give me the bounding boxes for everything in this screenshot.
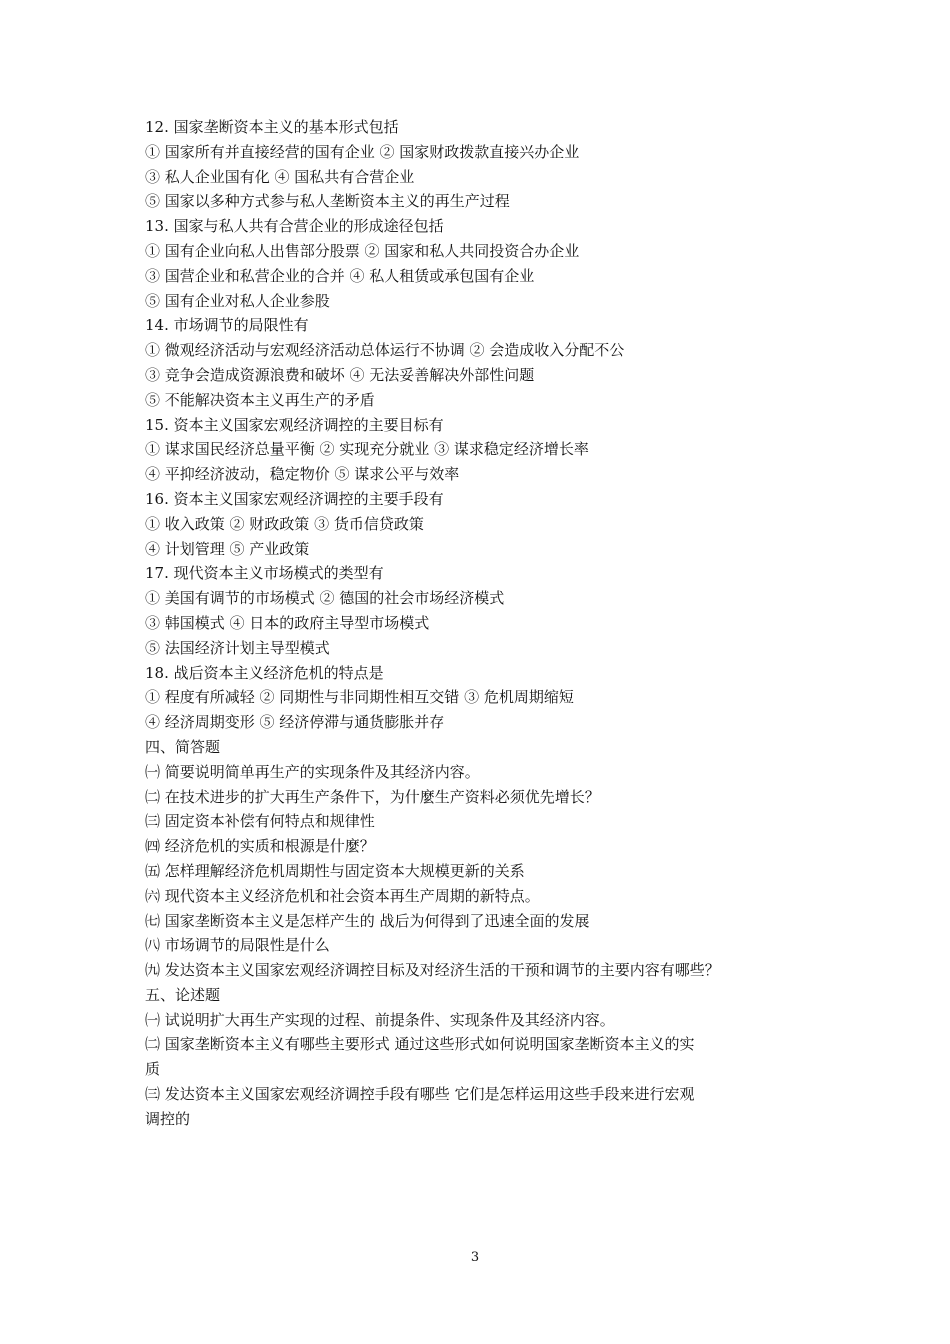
text-line: ⑤ 不能解决资本主义再生产的矛盾 — [145, 390, 375, 409]
text-line: ㈨ 发达资本主义国家宏观经济调控目标及对经济生活的干预和调节的主要内容有哪些？ — [145, 961, 720, 980]
text-line: 15. 资本主义国家宏观经济调控的主要目标有 — [145, 415, 444, 434]
text-line: ① 微观经济活动与宏观经济活动总体运行不协调 ② 会造成收入分配不公 — [145, 341, 625, 360]
text-line: ㈠ 简要说明简单再生产的实现条件及其经济内容。 — [145, 762, 480, 781]
text-line: ① 程度有所减轻 ② 同期性与非同期性相互交错 ③ 危机周期缩短 — [145, 688, 574, 707]
text-line: ㈡ 国家垄断资本主义有哪些主要形式 通过这些形式如何说明国家垄断资本主义的实 — [145, 1035, 695, 1054]
text-line: 12. 国家垄断资本主义的基本形式包括 — [145, 118, 399, 136]
text-line: ㈦ 国家垄断资本主义是怎样产生的 战后为何得到了迅速全面的发展 — [145, 911, 590, 930]
text-line: ③ 国营企业和私营企业的合并 ④ 私人租赁或承包国有企业 — [145, 266, 535, 285]
text-line: 14. 市场调节的局限性有 — [145, 316, 309, 335]
text-line: ㈧ 市场调节的局限性是什么 — [145, 936, 330, 955]
text-line: ① 收入政策 ② 财政政策 ③ 货币信贷政策 — [145, 514, 424, 533]
text-line: 13. 国家与私人共有合营企业的形成途径包括 — [145, 217, 444, 236]
text-line: 质 — [145, 1060, 161, 1079]
text-line: ⑤ 国有企业对私人企业参股 — [145, 291, 330, 310]
text-line: ⑤ 法国经济计划主导型模式 — [145, 638, 330, 657]
text-line: ㈤ 怎样理解经济危机周期性与固定资本大规模更新的关系 — [145, 861, 525, 880]
text-line: ③ 私人企业国有化 ④ 国私共有合营企业 — [145, 167, 415, 186]
section-heading: 四、简答题 — [145, 737, 221, 756]
text-line: ④ 经济周期变形 ⑤ 经济停滞与通货膨胀并存 — [145, 713, 445, 732]
text-line: ㈢ 固定资本补偿有何特点和规律性 — [145, 812, 375, 831]
page-number: 3 — [470, 1250, 480, 1265]
text-line: 18. 战后资本主义经济危机的特点是 — [145, 663, 384, 682]
text-line: ① 谋求国民经济总量平衡 ② 实现充分就业 ③ 谋求稳定经济增长率 — [145, 440, 589, 459]
text-line: ⑤ 国家以多种方式参与私人垄断资本主义的再生产过程 — [145, 192, 510, 211]
text-line: ㈥ 现代资本主义经济危机和社会资本再生产周期的新特点。 — [145, 886, 540, 905]
text-line: ③ 竞争会造成资源浪费和破坏 ④ 无法妥善解决外部性问题 — [145, 365, 535, 384]
text-line: ① 美国有调节的市场模式 ② 德国的社会市场经济模式 — [145, 589, 505, 608]
text-line: ④ 计划管理 ⑤ 产业政策 — [145, 539, 310, 558]
text-line: ㈡ 在技术进步的扩大再生产条件下，为什麼生产资料必须优先增长？ — [145, 787, 600, 806]
text-line: 调控的 — [145, 1109, 191, 1128]
text-line: 17. 现代资本主义市场模式的类型有 — [145, 564, 384, 583]
text-line: ① 国有企业向私人出售部分股票 ② 国家和私人共同投资合办企业 — [145, 241, 580, 260]
text-line: 16. 资本主义国家宏观经济调控的主要手段有 — [145, 489, 444, 508]
text-line: ③ 韩国模式 ④ 日本的政府主导型市场模式 — [145, 613, 430, 632]
page-body — [145, 115, 805, 1132]
text-line: ㈠ 试说明扩大再生产实现的过程、前提条件、实现条件及其经济内容。 — [145, 1010, 615, 1029]
section-heading: 五、论述题 — [145, 985, 221, 1004]
text-line: ① 国家所有并直接经营的国有企业 ② 国家财政拨款直接兴办企业 — [145, 142, 580, 161]
text-line: ④ 平抑经济波动，稳定物价 ⑤ 谋求公平与效率 — [145, 465, 460, 484]
text-line: ㈢ 发达资本主义国家宏观经济调控手段有哪些 它们是怎样运用这些手段来进行宏观 — [145, 1085, 695, 1104]
text-line: ㈣ 经济危机的实质和根源是什麼？ — [145, 837, 375, 856]
